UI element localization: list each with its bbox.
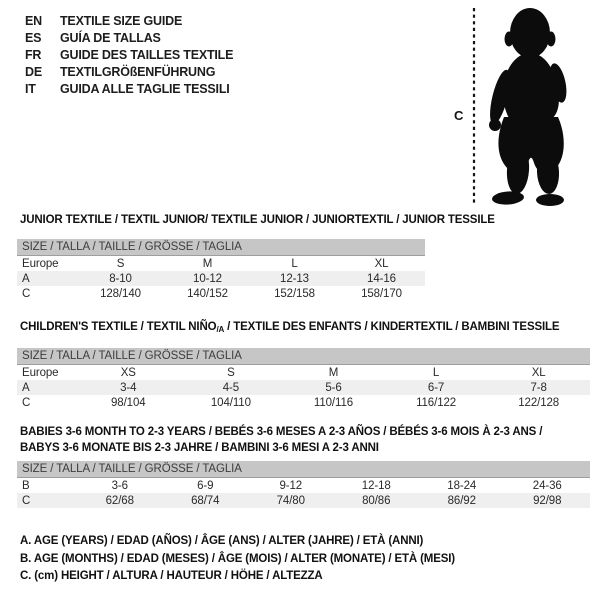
table-row bbox=[17, 256, 425, 271]
table-cell: 140/152 bbox=[187, 287, 228, 300]
row-label: A bbox=[22, 272, 30, 285]
table-cell: 24-36 bbox=[532, 479, 562, 492]
table-cell: 3-4 bbox=[120, 381, 137, 394]
language-row-de bbox=[25, 64, 233, 81]
language-title: GUIDE DES TAILLES TEXTILE bbox=[60, 48, 234, 62]
table-cell: 5-6 bbox=[325, 381, 342, 394]
babies-textile-section bbox=[17, 424, 590, 508]
language-code: DE bbox=[25, 65, 42, 79]
language-row-es bbox=[25, 30, 233, 47]
footnote-c: C. (cm) HEIGHT / ALTURA / HAUTEUR / HÖHE / ALTEZZA bbox=[20, 570, 323, 582]
table-cell: 110/116 bbox=[313, 396, 354, 409]
table-cell: XS bbox=[120, 366, 136, 379]
table-cell: 74/80 bbox=[276, 494, 305, 507]
size-header-bar: SIZE / TALLA / TAILLE / GRÖSSE / TAGLIA bbox=[17, 461, 590, 478]
table-cell: 158/170 bbox=[361, 287, 402, 300]
language-title: TEXTILGRÖßENFÜHRUNG bbox=[60, 65, 216, 79]
table-cell: 104/110 bbox=[210, 396, 251, 409]
heading-line-2: BABYS 3-6 MONATE BIS 2-3 JAHRE / BAMBINI 3-6 MESI A 2-3 ANNI bbox=[20, 442, 379, 454]
table-cell: 8-10 bbox=[109, 272, 132, 285]
language-code: IT bbox=[25, 82, 36, 96]
row-label: Europe bbox=[22, 257, 59, 270]
table-cell: S bbox=[227, 366, 235, 379]
table-row bbox=[17, 478, 590, 493]
language-row-en bbox=[25, 13, 233, 30]
children-section-heading bbox=[17, 320, 590, 335]
language-title: TEXTILE SIZE GUIDE bbox=[60, 14, 183, 28]
footnotes bbox=[20, 533, 455, 586]
language-code: ES bbox=[25, 31, 42, 45]
table-cell: 9-12 bbox=[279, 479, 303, 492]
height-marker-label: C bbox=[454, 108, 464, 123]
table-row bbox=[17, 365, 590, 380]
row-label: Europe bbox=[22, 366, 59, 379]
language-row-fr bbox=[25, 47, 233, 64]
table-cell: 7-8 bbox=[530, 381, 547, 394]
table-cell: L bbox=[432, 366, 440, 379]
heading-text: / TEXTILE DES ENFANTS / KINDERTEXTIL / BAMBINI TESSILE bbox=[224, 321, 560, 333]
table-cell: 10-12 bbox=[193, 272, 222, 285]
heading-subscript: /A bbox=[216, 325, 225, 334]
table-cell: XL bbox=[374, 257, 389, 270]
baby-silhouette-icon bbox=[486, 8, 570, 206]
table-row bbox=[17, 380, 590, 395]
table-cell: 68/74 bbox=[191, 494, 220, 507]
table-cell: 92/98 bbox=[533, 494, 562, 507]
footnote-b: B. AGE (MONTHS) / EDAD (MESES) / ÂGE (MOIS) / ALTER (MONATE) / ETÀ (MESI) bbox=[20, 552, 455, 565]
table-cell: 12-13 bbox=[280, 272, 309, 285]
table-cell: 152/158 bbox=[274, 287, 315, 300]
row-label: C bbox=[22, 287, 31, 300]
language-code: EN bbox=[25, 14, 42, 28]
footnote-a: A. AGE (YEARS) / EDAD (AÑOS) / ÂGE (ANS) / ALTER (JAHRE) / ETÀ (ANNI) bbox=[20, 535, 424, 547]
table-cell: S bbox=[116, 257, 125, 270]
language-row-it bbox=[25, 81, 233, 98]
table-cell: 6-7 bbox=[427, 381, 445, 394]
language-title: GUÍA DE TALLAS bbox=[60, 31, 161, 45]
table-row bbox=[17, 271, 425, 286]
junior-textile-section bbox=[17, 213, 495, 301]
junior-size-table bbox=[17, 256, 425, 301]
table-cell: 12-18 bbox=[361, 479, 391, 492]
children-textile-section bbox=[17, 320, 590, 410]
children-size-table bbox=[17, 365, 590, 410]
table-cell: 122/128 bbox=[518, 396, 560, 409]
table-cell: 98/104 bbox=[111, 396, 146, 409]
babies-size-table bbox=[17, 478, 590, 508]
table-row bbox=[17, 395, 590, 410]
table-cell: 116/122 bbox=[416, 396, 457, 409]
table-cell: 128/140 bbox=[100, 287, 141, 300]
babies-section-heading bbox=[17, 424, 590, 456]
language-code: FR bbox=[25, 48, 42, 62]
table-cell: 86/92 bbox=[447, 494, 476, 507]
table-row bbox=[17, 286, 425, 301]
table-cell: 14-16 bbox=[367, 272, 396, 285]
table-cell: M bbox=[328, 366, 339, 379]
table-cell: L bbox=[291, 257, 298, 270]
size-header-bar: SIZE / TALLA / TAILLE / GRÖSSE / TAGLIA bbox=[17, 348, 590, 365]
heading-line-1: BABIES 3-6 MONTH TO 2-3 YEARS / BEBÉS 3-6 MESES A 2-3 AÑOS / BÉBÉS 3-6 MOIS À 2-3 ANS / bbox=[20, 426, 543, 438]
table-cell: XL bbox=[531, 366, 546, 379]
row-label: A bbox=[22, 381, 30, 394]
table-cell: 6-9 bbox=[197, 479, 214, 492]
junior-section-heading: JUNIOR TEXTILE / TEXTIL JUNIOR/ TEXTILE JUNIOR / JUNIORTEXTIL / JUNIOR TESSILE bbox=[20, 214, 495, 226]
language-title: GUIDA ALLE TAGLIE TESSILI bbox=[60, 82, 230, 96]
table-cell: 18-24 bbox=[447, 479, 477, 492]
table-cell: M bbox=[202, 257, 213, 270]
table-cell: 80/86 bbox=[362, 494, 391, 507]
heading-text: CHILDREN'S TEXTILE / TEXTIL NIÑO bbox=[20, 321, 217, 333]
language-list bbox=[25, 13, 233, 98]
table-cell: 4-5 bbox=[222, 381, 240, 394]
row-label: B bbox=[22, 479, 30, 492]
row-label: C bbox=[22, 396, 31, 409]
table-cell: 3-6 bbox=[111, 479, 128, 492]
table-cell: 62/68 bbox=[105, 494, 134, 507]
baby-figure bbox=[440, 2, 600, 210]
size-header-bar: SIZE / TALLA / TAILLE / GRÖSSE / TAGLIA bbox=[17, 239, 425, 256]
row-label: C bbox=[22, 494, 31, 507]
table-row bbox=[17, 493, 590, 508]
